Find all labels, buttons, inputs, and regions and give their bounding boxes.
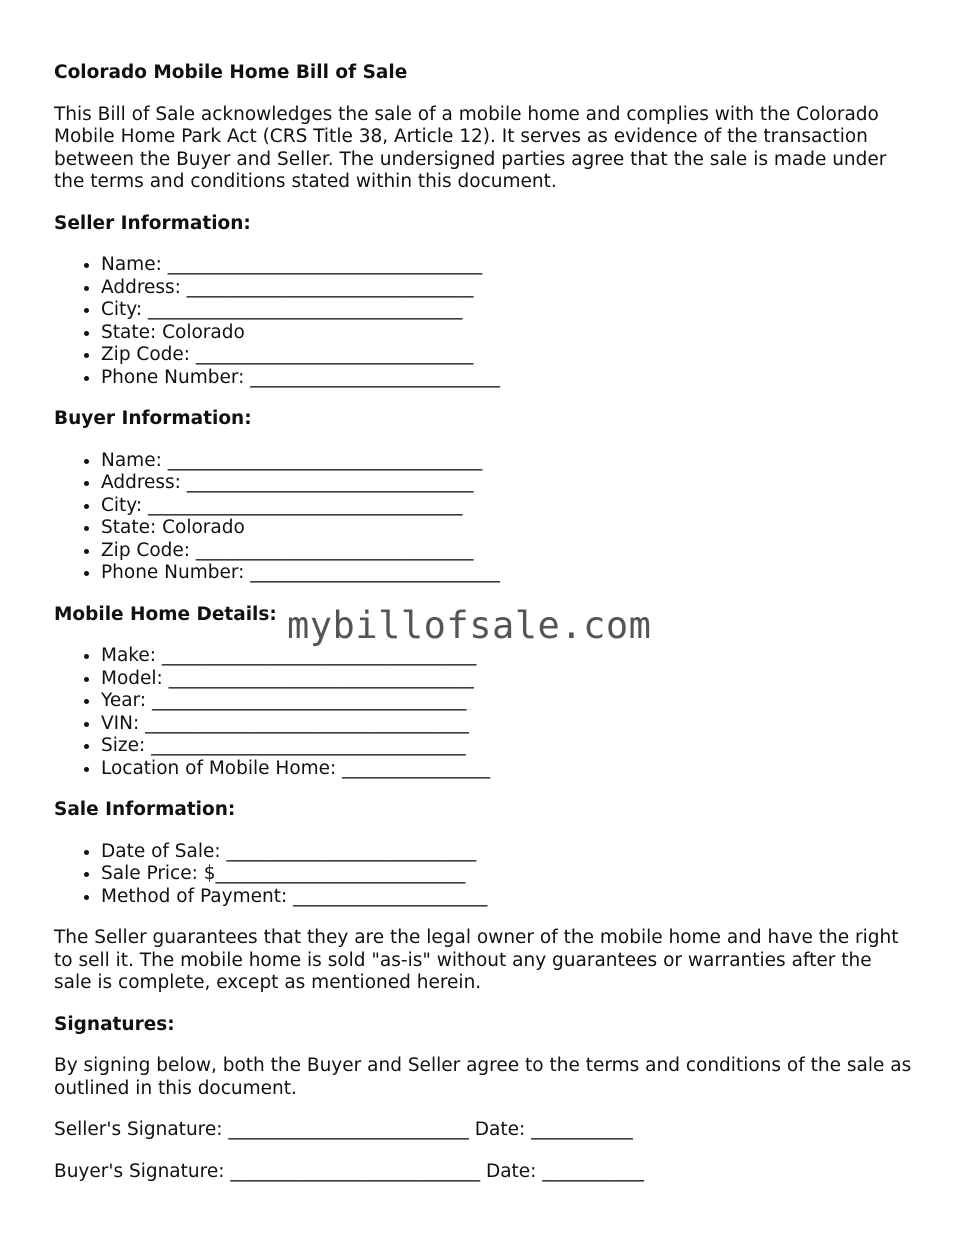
seller-name-field: • Name: __________________________________ — [101, 254, 914, 277]
buyer-name-field: • Name: __________________________________ — [101, 450, 914, 473]
buyer-city-field: • City: __________________________________ — [101, 495, 914, 518]
buyer-heading: Buyer Information: — [54, 408, 252, 429]
payment-method-field: • Method of Payment: _____________________ — [101, 886, 914, 909]
signatures-statement: By signing below, both the Buyer and Seller agree to the terms and conditions of the sale as outlined in this document. — [54, 1055, 912, 1099]
date-of-sale-field: • Date of Sale: ___________________________ — [101, 841, 914, 864]
signatures-heading: Signatures: — [54, 1013, 175, 1035]
mobile-home-heading: Mobile Home Details: — [54, 603, 277, 625]
buyer-state-field: • State: Colorado — [101, 517, 914, 540]
buyer-address-field: • Address: _______________________________ — [101, 472, 914, 495]
seller-state-field: • State: Colorado — [101, 322, 914, 345]
seller-address-field: • Address: _______________________________ — [101, 277, 914, 300]
seller-signature-line: Seller's Signature: __________________________ Date: ___________ — [54, 1119, 633, 1140]
guarantee-paragraph: The Seller guarantees that they are the legal owner of the mobile home and have the right to sell it. The mobile home is sold "as-is" without any guarantees or warranties after the sale is complete, except as mentioned herein. — [54, 927, 899, 993]
intro-paragraph: This Bill of Sale acknowledges the sale of a mobile home and complies with the Colorado Mobile Home Park Act (CRS Title 38, Article 12). It serves as evidence of the transaction between the Buyer and Seller. The undersigned parties agree that the sale is made under the terms and conditions stated within this document. — [54, 103, 887, 192]
sale-price-field: • Sale Price: $___________________________ — [101, 863, 914, 886]
seller-phone-field: • Phone Number: ___________________________ — [101, 367, 914, 390]
location-field: • Location of Mobile Home: ________________ — [101, 758, 914, 781]
bill-of-sale-document — [54, 62, 914, 1202]
year-field: • Year: __________________________________ — [101, 690, 914, 713]
sale-fields-list — [54, 841, 914, 909]
buyer-signature-line: Buyer's Signature: ___________________________ Date: ___________ — [54, 1160, 645, 1182]
seller-city-field: • City: __________________________________ — [101, 299, 914, 322]
buyer-phone-field: • Phone Number: ___________________________ — [101, 562, 914, 585]
model-field: • Model: _________________________________ — [101, 668, 914, 691]
size-field: • Size: __________________________________ — [101, 735, 914, 758]
watermark: mybillofsale.com — [287, 604, 652, 647]
buyer-fields-list — [54, 450, 914, 585]
make-field: • Make: __________________________________ — [101, 645, 914, 668]
buyer-zip-field: • Zip Code: ______________________________ — [101, 540, 914, 563]
seller-heading: Seller Information: — [54, 212, 251, 234]
sale-heading: Sale Information: — [54, 799, 236, 820]
vin-field: • VIN: ___________________________________ — [101, 713, 914, 736]
seller-fields-list — [54, 254, 914, 389]
document-title: Colorado Mobile Home Bill of Sale — [54, 62, 408, 83]
mobile-home-fields-list — [54, 645, 914, 780]
seller-zip-field: • Zip Code: ______________________________ — [101, 344, 914, 367]
